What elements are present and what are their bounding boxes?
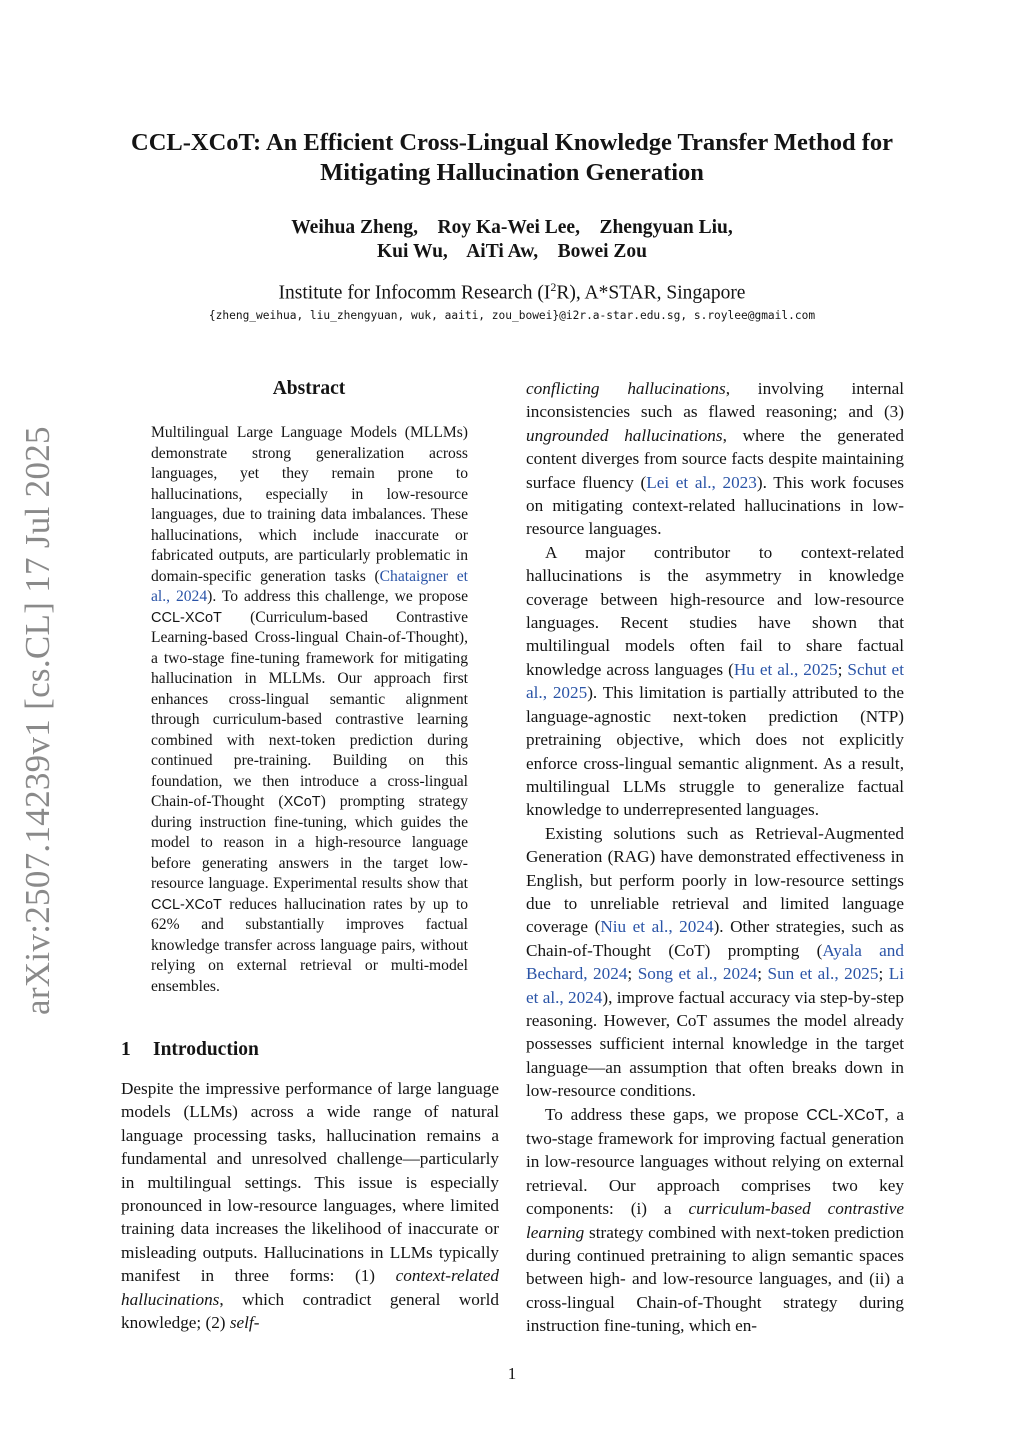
- authors-line-2: Kui Wu, AiTi Aw, Bowei Zou: [376, 241, 648, 262]
- body-paragraph: [121, 1077, 499, 1334]
- arxiv-identifier-stamp: arXiv:2507.14239v1 [cs.CL] 17 Jul 2025: [18, 426, 57, 1015]
- body-text: , involving internal inconsistencies such as flawed reasoning; and (3): [526, 379, 905, 422]
- body-text: ;: [878, 964, 889, 984]
- body-text: ). This work focuses on mitigating context-related hallucinations in low-resource languages.: [526, 472, 904, 539]
- affiliation-superscript: 2: [550, 280, 557, 294]
- citation-link[interactable]: Song et al., 2024: [637, 964, 758, 984]
- body-text: ). This limitation is partially attributed to the language-agnostic next-token prediction (NTP) pretraining objective, which does not explicitly enforce cross-lingual semantic alignment. As a result, multilingual LLMs struggle to generalize factual knowledge to underrepresented languages.: [526, 683, 904, 820]
- body-text: ;: [757, 964, 768, 984]
- authors-line-1: Weihua Zheng, Roy Ka-Wei Lee, Zhengyuan Liu,: [291, 217, 733, 238]
- abstract-text: ) prompting strategy during instruction fine-tuning, which guides the model to reason in a high-resource language before generating answers in the target low-resource language. Experimental results show that: [151, 793, 469, 892]
- citation-link[interactable]: Niu et al., 2024: [600, 917, 714, 937]
- body-text: A major contributor to context-related hallucinations is the asymmetry in knowledge coverage between high-resource and low-resource languages. Recent studies have shown that multilingual models often fail to share factual knowledge across languages (: [526, 542, 904, 679]
- abstract-body: [151, 423, 468, 997]
- citation-link[interactable]: Li et al., 2024: [526, 964, 905, 1007]
- citation-link[interactable]: Schut et al., 2025: [526, 659, 904, 703]
- paper-title: [100, 128, 924, 188]
- introduction-left-column: [121, 1077, 499, 1334]
- emphasis-text: ungrounded hallucinations: [526, 425, 723, 445]
- body-text: ). Other strategies, such as Chain-of-Thought (CoT) prompting (: [526, 917, 904, 960]
- method-name: CCL-XCoT: [151, 609, 222, 626]
- emphasis-text: conflicting hallucinations: [526, 379, 726, 398]
- affiliation-prefix: Institute for Infocomm Research (I: [278, 282, 551, 304]
- page-number: 1: [507, 1364, 517, 1383]
- author-list: [100, 216, 924, 264]
- body-text: , where the generated content diverges from source facts despite maintaining surface fluency (: [526, 425, 905, 492]
- body-text: To address these gaps, we propose: [545, 1104, 807, 1124]
- abstract-text: ). To address this challenge, we propose: [207, 588, 469, 605]
- body-paragraph: [526, 822, 904, 1103]
- section-number: 1: [121, 1039, 131, 1060]
- abstract-text: (Curriculum-based Contrastive Learning-based Cross-lingual Chain-of-Thought), a two-stage fine-tuning framework for mitigating hallucination in MLLMs. Our approach first enhances cross-lingual semantic alignment through curriculum-based contrastive learning combined with next-token prediction during continued pre-training. Building on this foundation, we then introduce a cross-lingual Chain-of-Thought (: [151, 608, 468, 810]
- body-text: ;: [627, 964, 638, 984]
- body-paragraph: [526, 541, 904, 822]
- citation-link[interactable]: Ayala and Bechard, 2024: [526, 940, 904, 984]
- emphasis-text: curriculum-based contrastive learning: [526, 1199, 905, 1242]
- body-text: Despite the impressive performance of large language models (LLMs) across a wide range of natural language processing tasks, hallucination remains a fundamental and unresolved challenge—particularly in multilingual settings. This issue is especially pronounced in low-resource languages, where limited training data increases the likelihood of inaccurate or misleading outputs. Hallucinations in LLMs typically manifest in three forms: (1): [121, 1079, 499, 1286]
- citation-link[interactable]: Lei et al., 2023: [646, 472, 757, 492]
- author-emails: {zheng_weihua, liu_zhengyuan, wuk, aaiti, zou_bowei}@i2r.a-star.edu.sg, s.roylee@gmail.com: [208, 309, 816, 322]
- introduction-right-column: [526, 377, 904, 1338]
- method-name: CCL-XCoT: [806, 1106, 885, 1124]
- body-text: , a two-stage framework for improving factual generation in low-resource languages without relying on external retrieval. Our approach comprises two key components: (i) a: [526, 1104, 904, 1219]
- body-text: strategy combined with next-token prediction during continued pretraining to align semantic spaces between high- and low-resource languages, and (ii) a cross-lingual Chain-of-Thought strategy during instruction fine-tuning, which en-: [526, 1222, 904, 1336]
- citation-link[interactable]: Sun et al., 2025: [767, 964, 879, 984]
- section-heading-introduction: [121, 1039, 497, 1061]
- affiliation-suffix: R), A*STAR, Singapore: [556, 282, 746, 304]
- body-text: ), improve factual accuracy via step-by-step reasoning. However, CoT assumes the model already possesses sufficient internal knowledge in the target language—an assumption that often breaks down in low-resource conditions.: [526, 987, 904, 1101]
- abstract-heading: Abstract: [272, 378, 346, 399]
- abstract-text: Multilingual Large Language Models (MLLMs) demonstrate strong generalization across languages, yet they remain prone to hallucinations, especially in low-resource languages, due to training data imbalances. These hallucinations, which include inaccurate or fabricated outputs, are particularly problematic in domain-specific generation tasks (: [151, 424, 468, 585]
- emphasis-text: self-: [229, 1313, 260, 1333]
- method-name: CCL-XCoT: [151, 896, 222, 913]
- body-text: , which contradict general world knowledge; (2): [121, 1289, 499, 1333]
- title-line-2: Mitigating Hallucination Generation: [320, 159, 704, 186]
- body-text: Existing solutions such as Retrieval-Augmented Generation (RAG) have demonstrated effectiveness in English, but perform poorly in low-resource settings due to unreliable retrieval and limited language coverage (: [526, 823, 904, 937]
- abstract-text: reduces hallucination rates by up to 62% and substantially improves factual knowledge transfer across language pairs, without relying on external retrieval or multi-model ensembles.: [151, 895, 468, 995]
- body-paragraph: [526, 1103, 904, 1338]
- section-title: Introduction: [153, 1039, 259, 1060]
- title-line-1: CCL-XCoT: An Efficient Cross-Lingual Knowledge Transfer Method for: [131, 129, 893, 156]
- body-text: ;: [837, 659, 848, 679]
- citation-link[interactable]: Hu et al., 2025: [733, 659, 838, 679]
- citation-link[interactable]: Chataigner et al., 2024: [151, 567, 468, 605]
- emphasis-text: context-related hallucinations: [121, 1266, 499, 1309]
- method-name: XCoT: [283, 794, 321, 810]
- body-paragraph: [526, 377, 904, 541]
- affiliation: [100, 274, 924, 307]
